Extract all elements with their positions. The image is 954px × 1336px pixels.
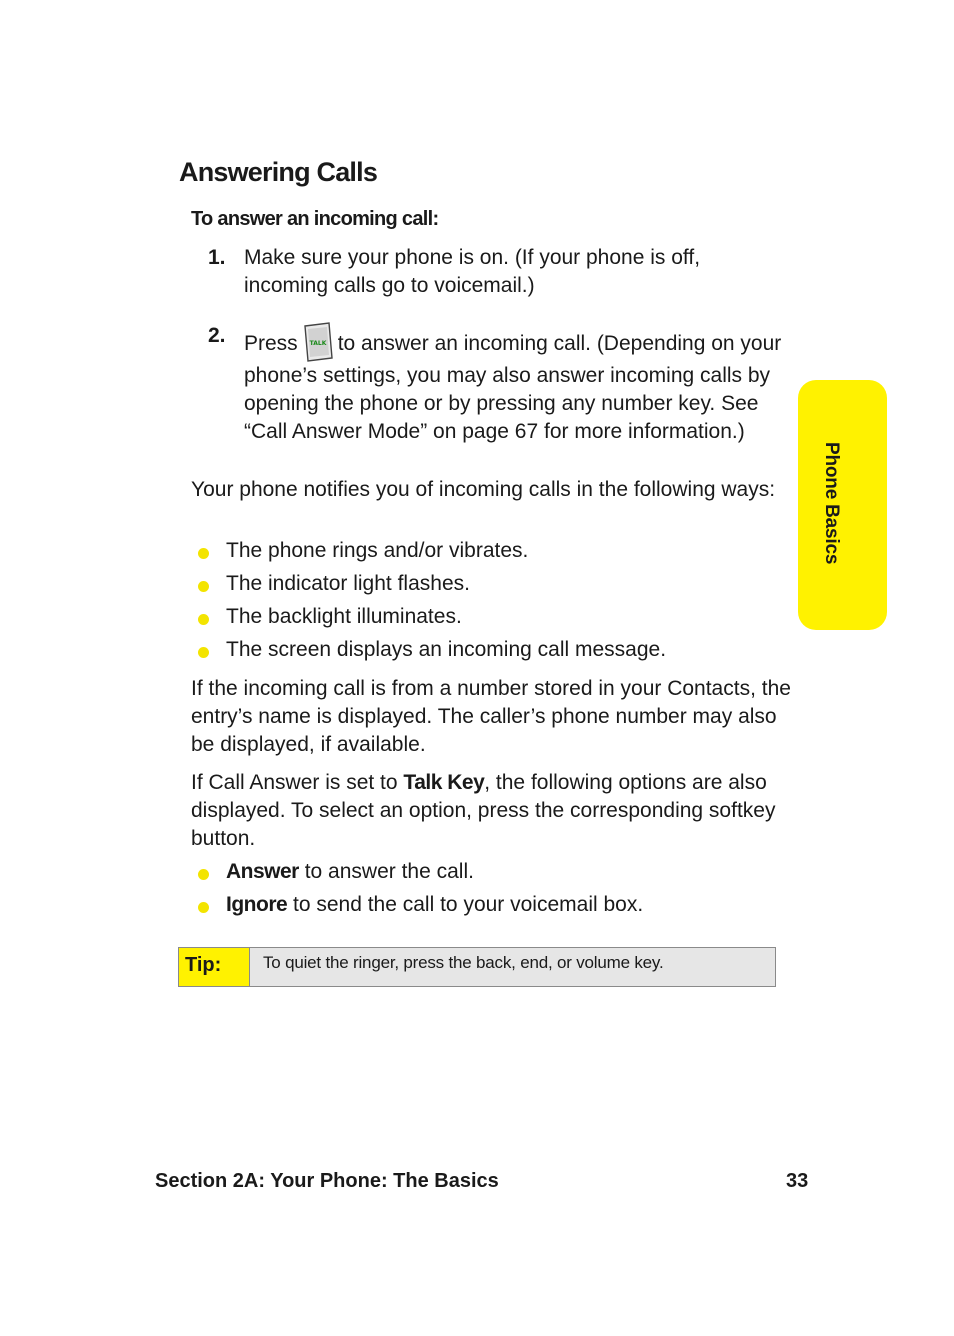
bullet-icon [198,548,209,559]
side-tab [798,380,887,630]
answer-term: Answer [226,860,299,883]
bullet-icon [198,902,209,913]
bullet-icon [198,869,209,880]
talk-key-label: TALK [309,340,327,347]
step-text: Make sure your phone is on. (If your phone is off, incoming calls go to voicemail.) [244,246,701,297]
bullet-icon [198,581,209,592]
bullet-icon [198,647,209,658]
tip-box [178,947,776,987]
notify-intro: Your phone notifies you of incoming calls in the following ways: [191,478,776,501]
footer-section-title: Section 2A: Your Phone: The Basics [155,1170,499,1192]
tip-label: Tip: [179,948,250,986]
tip-text: To quiet the ringer, press the back, end, or volume key. [263,953,664,972]
side-tab-label: Phone Basics [821,442,842,565]
ignore-term: Ignore [226,893,288,916]
bullet-icon [198,614,209,625]
procedure-heading: To answer an incoming call: [191,208,439,230]
talk-key-term: Talk Key [403,771,485,794]
step-text-after: to answer an incoming call. (Depending on your phone’s settings, you may also answer incoming calls by opening the phone or by pressing any number key. See “Call Answer Mode” on page 67 for more information.) [244,332,782,443]
talk-key-icon [302,322,334,362]
talk-key-paragraph: If Call Answer is set to Talk Key, the following options are also displayed. To select an option, press the corresponding softkey button. [191,771,776,850]
step-number: 2. [208,324,226,347]
step-number: 1. [208,246,226,269]
step-text [244,322,784,446]
step-text-before: Press [244,332,298,355]
page-title: Answering Calls [179,157,378,187]
page-number: 33 [786,1170,809,1192]
contacts-paragraph: If the incoming call is from a number stored in your Contacts, the entry’s name is displayed. The caller’s phone number may also be displayed, if available. [191,677,791,756]
